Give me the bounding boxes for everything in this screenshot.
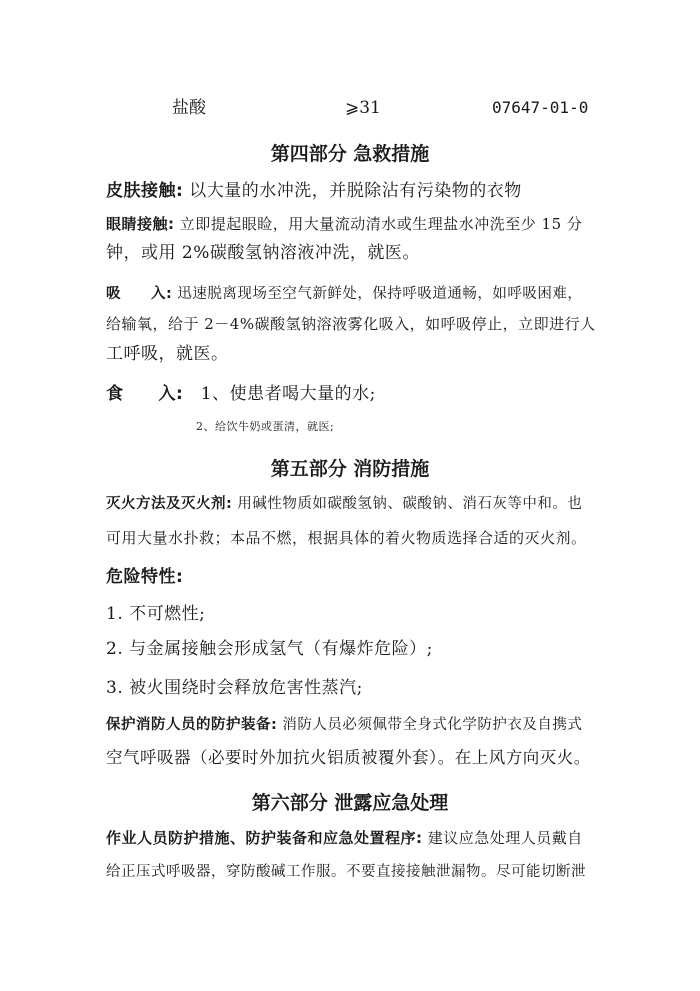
skin-contact-line	[106, 179, 596, 203]
ingestion-text-2: 2、给饮牛奶或蛋清，就医;	[196, 420, 335, 433]
extinguish-line-1	[106, 492, 596, 516]
emergency-measures-text-2: 给正压式呼吸器，穿防酸碱工作服。不要直接接触泄漏物。尽可能切断泄	[106, 864, 586, 880]
skin-contact-text: 以大量的水冲洗，并脱除沾有污染物的衣物	[183, 181, 522, 201]
skin-contact-label: 皮肤接触:	[106, 181, 184, 201]
eye-contact-line-1	[106, 212, 596, 236]
inhalation-text-1: 迅速脱离现场至空气新鲜处，保持呼吸道通畅，如呼吸困难，	[172, 286, 583, 302]
section-4-title: 第四部分 急救措施	[270, 143, 430, 165]
eye-contact-text-2: 钟，或用 2%碳酸氢钠溶液冲洗，就医。	[106, 243, 420, 263]
emergency-measures-label: 作业人员防护措施、防护装备和应急处置程序:	[106, 829, 423, 847]
hazard-item-2: 2. 与金属接触会形成氢气（有爆炸危险）;	[106, 639, 433, 659]
ingestion-line-1	[106, 382, 596, 406]
inhalation-text-2: 给输氧，给于 2－4%碳酸氢钠溶液雾化吸入，如呼吸停止，立即进行人	[106, 315, 596, 333]
firefighter-protection-text-1: 消防人员必须佩带全身式化学防护衣及自携式	[277, 717, 583, 733]
firefighter-protection-label: 保护消防人员的防护装备:	[106, 717, 278, 733]
emergency-measures-text-1: 建议应急处理人员戴自	[422, 829, 583, 847]
ingestion-label: 食 入:	[106, 384, 184, 404]
hazard-item-3: 3. 被火围绕时会释放危害性蒸汽;	[106, 678, 363, 698]
table-cell-name: 盐酸	[172, 98, 206, 118]
eye-contact-text-1: 立即提起眼睑，用大量流动清水或生理盐水冲洗至少 15 分	[174, 215, 583, 233]
inhalation-line-1	[106, 282, 596, 306]
extinguish-label: 灭火方法及灭火剂:	[106, 496, 233, 512]
emergency-measures-line-1	[106, 826, 596, 850]
extinguish-text-1: 用碱性物质如碳酸氢钠、碳酸钠、消石灰等中和。也	[232, 496, 583, 512]
extinguish-text-2: 可用大量水扑救；本品不燃，根据具体的着火物质选择合适的灭火剂。	[106, 529, 587, 547]
inhalation-label: 吸 入:	[106, 286, 173, 302]
firefighter-protection-line-1	[106, 713, 596, 737]
table-cell-content: ⩾31	[345, 98, 381, 118]
hazard-item-1: 1. 不可燃性;	[106, 604, 206, 624]
hazard-label-line	[106, 565, 596, 589]
ingestion-text-1: 1、使患者喝大量的水;	[183, 384, 376, 404]
table-cell-cas: 07647-01-0	[492, 98, 589, 117]
section-5-title: 第五部分 消防措施	[270, 458, 430, 480]
eye-contact-label: 眼睛接触:	[106, 215, 175, 233]
inhalation-text-3: 工呼吸，就医。	[106, 344, 229, 364]
hazard-label: 危险特性:	[106, 567, 184, 587]
section-6-title: 第六部分 泄露应急处理	[251, 792, 449, 814]
firefighter-protection-text-2: 空气呼吸器（必要时外加抗火铝质被覆外套）。在上风方向灭火。	[106, 748, 591, 767]
